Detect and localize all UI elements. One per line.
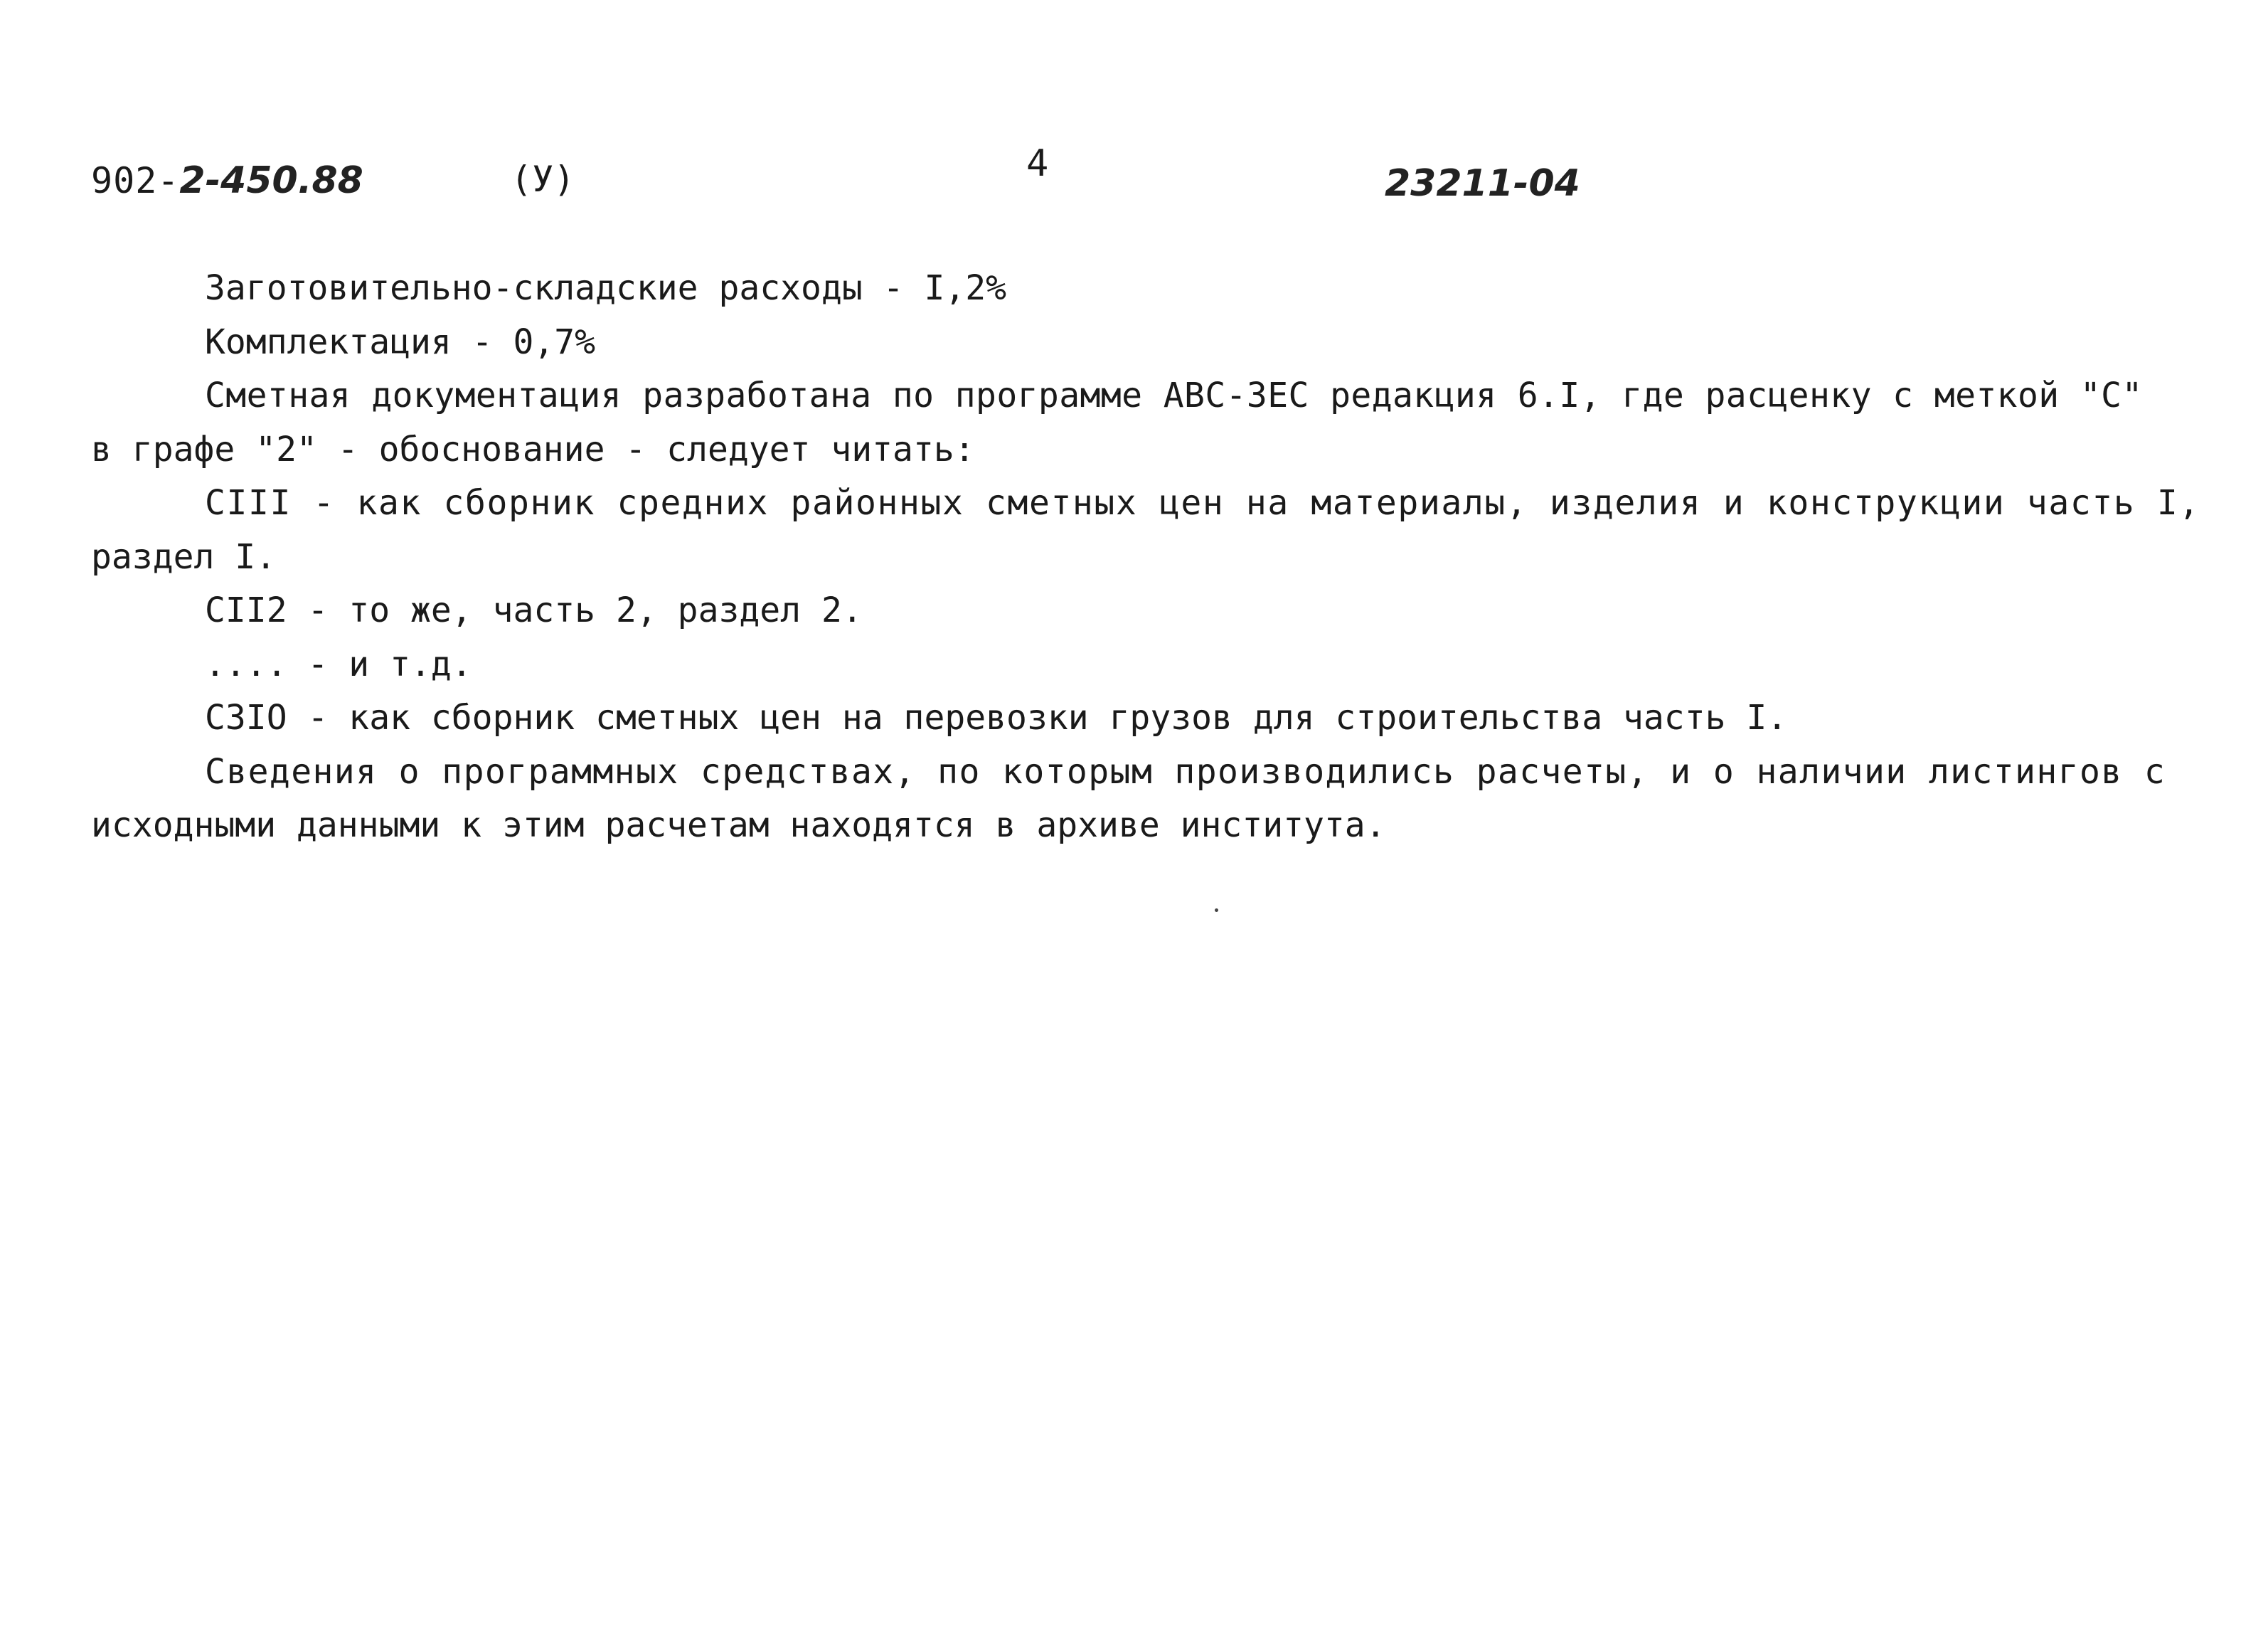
text-line: CII2 - то же, часть 2, раздел 2. (205, 590, 863, 630)
text-line: CIII - как сборник средних районных сметных цен на материалы, изделия и конструкции часть I, (205, 483, 2200, 523)
text-line: в графе "2" - обоснование - следует читать: (91, 429, 975, 470)
document-body (91, 262, 2218, 853)
page-number: 4 (1026, 142, 1049, 185)
text-line: Сметная документация разработана по программе АВС-ЗЕС редакция 6.I, где расценку с меткой "С" (205, 376, 2143, 415)
text-line: Сведения о программных средствах, по которым производились расчеты, и о наличии листингов с (205, 751, 2166, 792)
document-code-printed: 902- (91, 160, 180, 201)
document-code-handwritten: 2-450.88 (179, 159, 363, 202)
text-line: раздел I. (91, 536, 277, 577)
document-mark: (У) (511, 159, 575, 200)
text-line: Заготовительно-складские расходы - I,2% (205, 268, 1007, 308)
text-line: .... - и т.д. (205, 644, 472, 684)
text-line: С3IO - как сборник сметных цен на перевозки грузов для строительства часть I. (205, 698, 1788, 738)
document-code (91, 159, 363, 202)
document-number: 23211-04 (1385, 162, 1580, 205)
text-line: Комплектация - 0,7% (205, 322, 596, 362)
stray-dot (1215, 908, 1218, 912)
text-line: исходными данными к этим расчетам находятся в архиве института. (91, 805, 1386, 845)
